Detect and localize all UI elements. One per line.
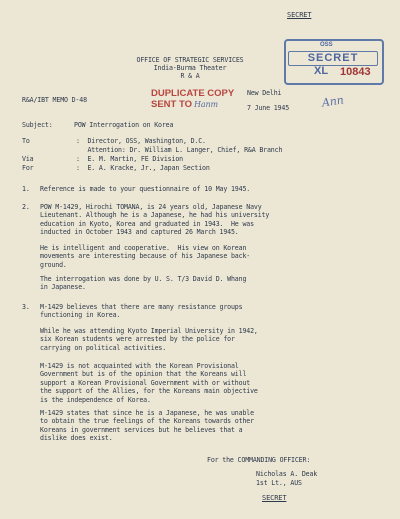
paragraph-line: functioning in Korea.: [40, 311, 121, 320]
stamp-label: SECRET: [288, 51, 378, 66]
paragraph-line: to obtain the true feelings of the Koreans towards other: [40, 417, 254, 426]
routing-label: For: [22, 164, 34, 172]
paragraph-line: POW M-1429, Hirochi TOMANA, is 24 years old, Japanese Navy: [40, 203, 262, 211]
classification-bottom: SECRET: [262, 494, 287, 502]
routing-text: Attention: Dr. William L. Langer, Chief, R&A Branch: [76, 146, 283, 154]
paragraph-line: carrying on political activities.: [40, 343, 167, 352]
paragraph-number: 3.: [22, 303, 30, 311]
paragraph-line: Lieutenant. Although he is a Japanese, he had his university: [40, 211, 270, 220]
signature-rank: 1st Lt., AUS: [256, 479, 302, 487]
handwritten-initials: Ann: [321, 93, 345, 110]
paragraph-line: the support of the Allies, for the Koreans main objective: [40, 387, 258, 396]
paragraph-line: M-1429 states that since he is a Japanese, he was unable: [40, 409, 254, 417]
paragraph-line: While he was attending Kyoto Imperial University in 1942,: [40, 327, 258, 335]
location: New Delhi: [247, 89, 282, 97]
paragraph-line: inducted in October 1943 and captured 26 March 1945.: [40, 228, 239, 237]
section-heading: R & A: [180, 72, 200, 80]
routing-text: : Director, OSS, Washington, D.C.: [76, 137, 206, 145]
paragraph-number: 1.: [22, 185, 30, 193]
routing-label: To: [22, 137, 30, 145]
paragraph-line: ground.: [40, 260, 67, 269]
memo-reference: R&A/IBT MEMO D-48: [22, 96, 87, 104]
stamp-top-text: OSS: [320, 42, 333, 48]
subject-text: POW Interrogation on Korea: [74, 121, 174, 129]
subject-label: Subject:: [22, 121, 53, 129]
paragraph-line: Koreans in government services but he believes that a: [40, 425, 243, 434]
office-heading: OFFICE OF STRATEGIC SERVICES: [136, 56, 244, 64]
paragraph-line: Government but is of the opinion that the Koreans will: [40, 370, 247, 379]
classification-top: SECRET: [287, 11, 312, 19]
paragraph-line: movements are interesting because of his Japanese back-: [40, 252, 251, 261]
theater-heading: India-Burma Theater: [153, 64, 227, 72]
paragraph-line: in Japanese.: [40, 283, 86, 292]
sent-to-stamp: SENT TO: [151, 99, 192, 110]
routing-text: : E. A. Kracke, Jr., Japan Section: [76, 164, 210, 172]
duplicate-copy-stamp: DUPLICATE COPY: [151, 88, 235, 99]
signature-name: Nicholas A. Deak: [256, 470, 318, 478]
paragraph-number: 2.: [22, 203, 30, 211]
stamp-mark: XL: [314, 65, 329, 77]
paragraph-line: M-1429 is not acquainted with the Korean Provisional: [40, 362, 239, 370]
paragraph-line: dislike does exist.: [40, 434, 113, 443]
routing-label: Via: [22, 155, 34, 163]
paragraph-line: He is intelligent and cooperative. His view on Korean: [40, 244, 247, 252]
paragraph-line: education in Kyoto, Korea and graduated in 1943. He was: [40, 219, 254, 228]
signature-closing: For the COMMANDING OFFICER:: [207, 456, 311, 464]
sent-to-handwriting: Hanm: [194, 100, 218, 109]
paragraph-line: M-1429 believes that there are many resistance groups: [40, 303, 243, 311]
secret-stamp: [284, 39, 384, 85]
routing-text: : E. M. Martin, FE Division: [76, 155, 183, 163]
stamp-number: 10843: [340, 66, 371, 78]
paragraph-line: is the independence of Korea.: [40, 395, 151, 404]
paragraph-line: Reference is made to your questionnaire of 10 May 1945.: [40, 185, 251, 193]
paragraph-line: six Korean students were arrested by the police for: [40, 335, 235, 344]
memo-date: 7 June 1945: [247, 104, 290, 112]
paragraph-line: support a Korean Provisional Government with or without: [40, 378, 251, 387]
paragraph-line: The interrogation was done by U. S. T/3 David D. Whang: [40, 275, 247, 283]
